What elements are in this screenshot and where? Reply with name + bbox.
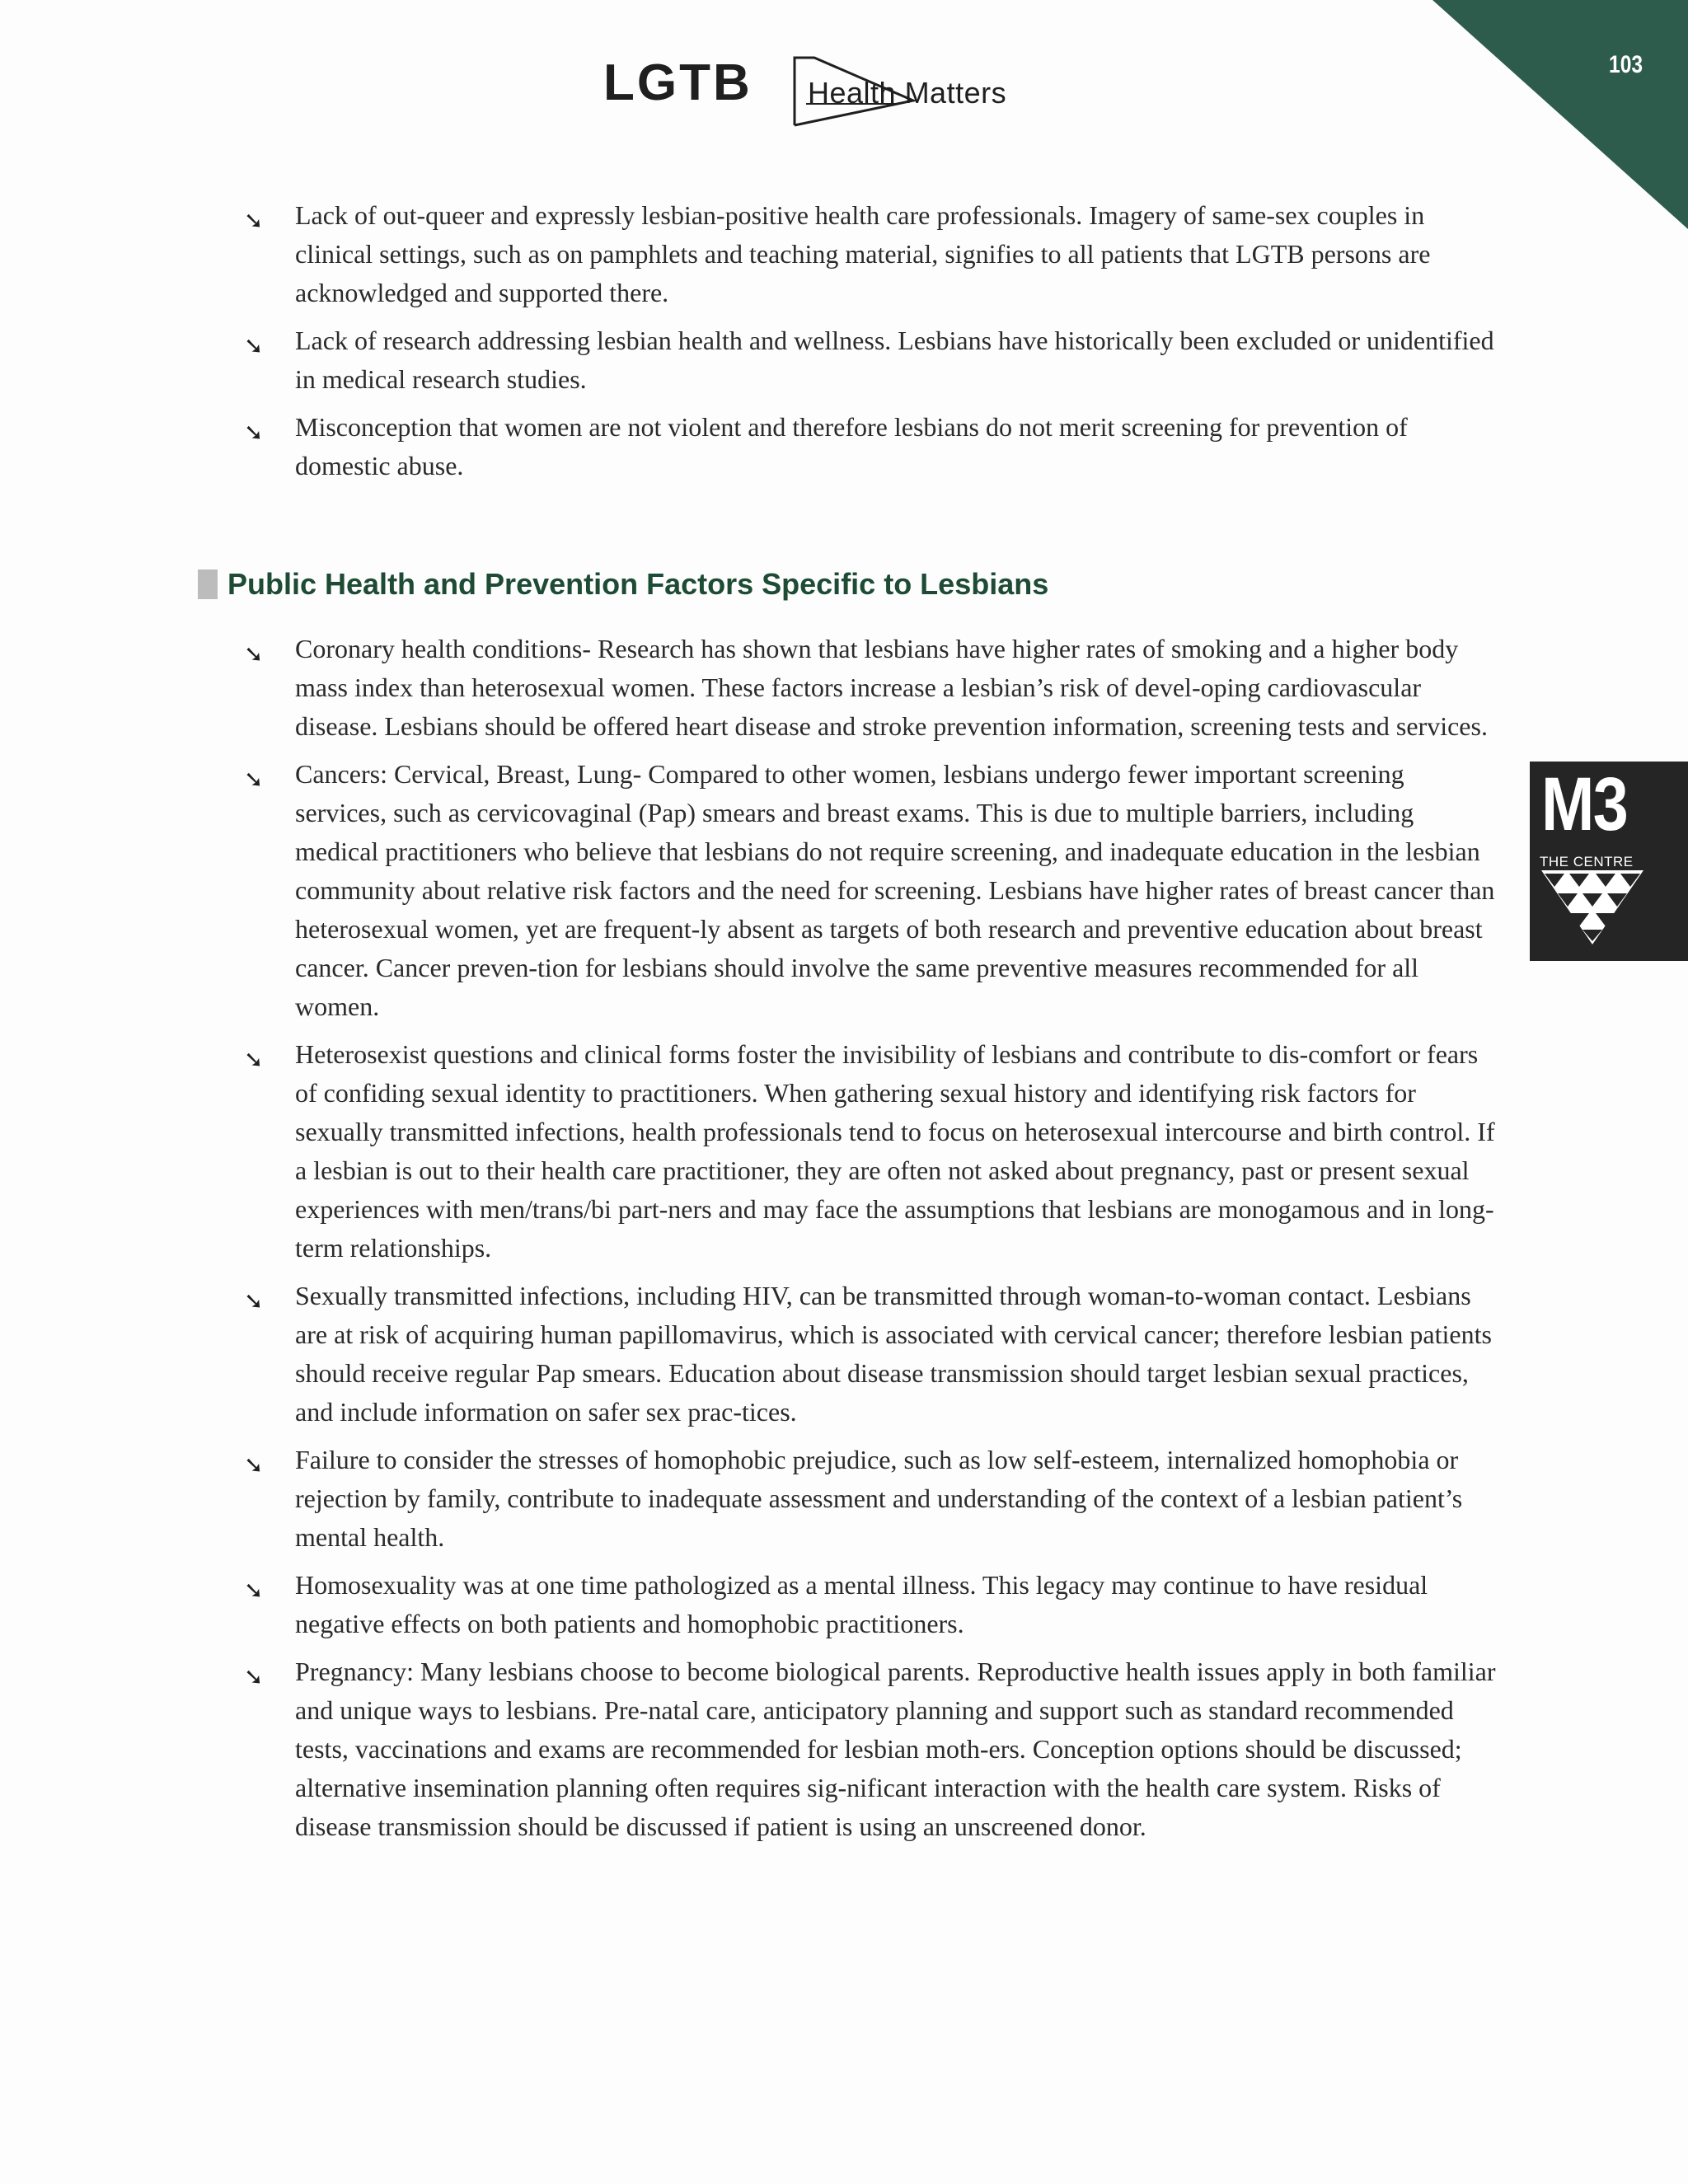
list-item [244, 1652, 1497, 1846]
list-item-text: Failure to consider the stresses of homophobic prejudice, such as low self-esteem, internalized homophobia or rejection by family, contribute to inadequate assessment and understanding of the context of a lesbian patient’s mental health. [295, 1445, 1463, 1552]
logo-sub-text: Health Matters [808, 76, 1007, 110]
arrow-down-right-icon: ➘ [244, 1046, 264, 1073]
arrow-down-right-icon: ➘ [244, 419, 264, 446]
arrow-down-right-icon: ➘ [244, 332, 264, 359]
triangle-logo-icon [1541, 870, 1643, 944]
intro-bullet-list [244, 196, 1497, 494]
list-item-text: Lack of research addressing lesbian health and wellness. Lesbians have historically been excluded or unidentified in medical research studies. [295, 326, 1494, 394]
page-number: 103 [1608, 51, 1643, 78]
list-item [244, 1441, 1497, 1557]
section-heading-text: Public Health and Prevention Factors Specific to Lesbians [227, 567, 1049, 601]
arrow-down-right-icon: ➘ [244, 1663, 264, 1690]
list-item-text: Homosexuality was at one time pathologized as a mental illness. This legacy may continue to have residual negative effects on both patients and homophobic practitioners. [295, 1570, 1428, 1638]
list-item-text: Lack of out-queer and expressly lesbian-positive health care professionals. Imagery of same-sex couples in clinical settings, such as on pamphlets and teaching material, signifies to all patients that LGTB persons are acknowledged and supported there. [295, 200, 1431, 307]
list-item [244, 321, 1497, 399]
arrow-down-right-icon: ➘ [244, 1577, 264, 1604]
arrow-down-right-icon: ➘ [244, 1287, 264, 1315]
list-item [244, 1035, 1497, 1268]
list-item-text: Cancers: Cervical, Breast, Lung- Compared to other women, lesbians undergo fewer important screening services, such as cervicovaginal (Pap) smears and breast exams. This is due to multiple barriers, including medical practitioners who believe that lesbians do not require screening, and inadequate education in the lesbian community about relative risk factors and the need for screening. Lesbians have higher rates of breast cancer than heterosexual women, yet are frequent-ly absent as targets of both research and preventive education about breast cancer. Cancer preven-tion for lesbians should involve the same preventive measures recommended for all women. [295, 759, 1495, 1021]
heading-marker [198, 569, 218, 599]
list-item [244, 196, 1497, 312]
list-item [244, 1566, 1497, 1643]
module-tab [1530, 762, 1688, 961]
list-item-text: Coronary health conditions- Research has shown that lesbians have higher rates of smoking and a higher body mass index than heterosexual women. These factors increase a lesbian’s risk of devel-oping cardiovascular disease. Lesbians should be offered heart disease and stroke prevention information, screening tests and services. [295, 634, 1488, 741]
section-heading [198, 567, 1048, 602]
publication-logo [603, 54, 1114, 130]
list-item-text: Heterosexist questions and clinical forms foster the invisibility of lesbians and contribute to dis-comfort or fears of confiding sexual identity to practitioners. When gathering sexual history and identifying risk factors for sexually transmitted infections, health professionals tend to focus on heterosexual intercourse and birth control. If a lesbian is out to their health care practitioner, they are often not asked about pregnancy, past or present sexual experiences with men/trans/bi part-ners and may face the assumptions that lesbians are monogamous and in long-term relationships. [295, 1039, 1495, 1263]
module-code: M3 [1541, 762, 1628, 846]
list-item-text: Pregnancy: Many lesbians choose to become biological parents. Reproductive health issues apply in both familiar and unique ways to lesbians. Pre-natal care, anticipatory planning and support such as standard recommended tests, vaccinations and exams are recommended for lesbian moth-ers. Conception options should be discussed; alternative insemination planning often requires sig-nificant interaction with the health care system. Risks of disease transmission should be discussed if patient is using an unscreened donor. [295, 1657, 1496, 1841]
arrow-down-right-icon: ➘ [244, 207, 264, 234]
arrow-down-right-icon: ➘ [244, 1451, 264, 1479]
arrow-down-right-icon: ➘ [244, 640, 264, 668]
list-item-text: Misconception that women are not violent and therefore lesbians do not merit screening for prevention of domestic abuse. [295, 412, 1408, 480]
list-item [244, 630, 1497, 746]
arrow-down-right-icon: ➘ [244, 766, 264, 793]
corner-triangle [1432, 0, 1688, 229]
module-label: THE CENTRE [1540, 854, 1634, 869]
factors-bullet-list [244, 630, 1497, 1855]
list-item-text: Sexually transmitted infections, including HIV, can be transmitted through woman-to-woman contact. Lesbians are at risk of acquiring human papillomavirus, which is associated with cervical cancer; therefore lesbian patients should receive regular Pap smears. Education about disease transmission should target lesbian sexual practices, and include information on safer sex prac-tices. [295, 1281, 1492, 1427]
logo-main-text: LGTB [603, 54, 753, 111]
list-item [244, 408, 1497, 485]
list-item [244, 755, 1497, 1026]
list-item [244, 1277, 1497, 1432]
